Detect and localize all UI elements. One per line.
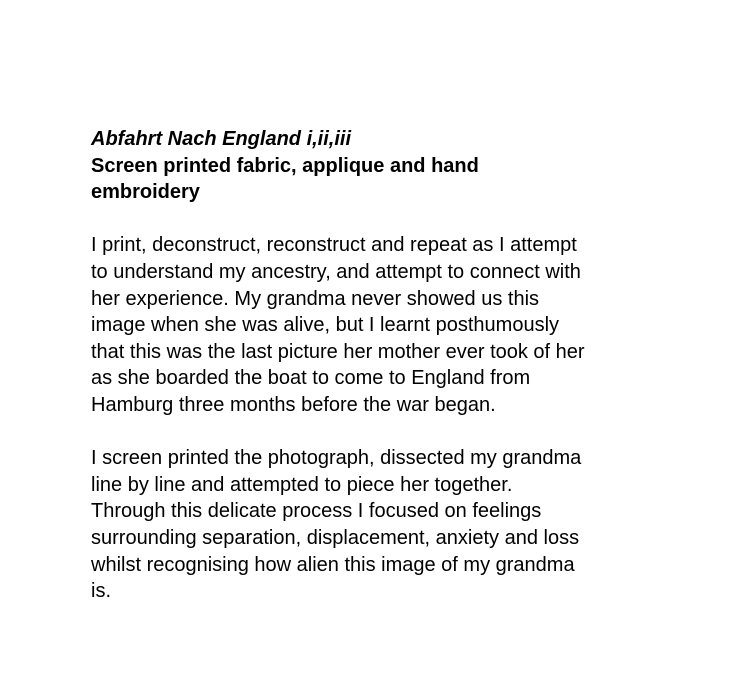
paragraph-2-line-1: I screen printed the photograph, dissected my grandma [91, 447, 582, 470]
paragraph-2-line-3: Through this delicate process I focused on feelings [91, 500, 542, 523]
paragraph-1-line-1: I print, deconstruct, reconstruct and repeat as I attempt [91, 234, 577, 257]
paragraph-2-line-2: line by line and attempted to piece her together. [91, 473, 513, 496]
paragraph-2-line-4: surrounding separation, displacement, anxiety and loss [91, 526, 580, 549]
paragraph-1-line-2: to understand my ancestry, and attempt to connect with [91, 260, 581, 283]
document-body [91, 126, 691, 605]
paragraph-1-line-5: that this was the last picture her mother ever took of her [91, 340, 585, 363]
artwork-medium-line-2: embroidery [91, 181, 200, 204]
paragraph-1-line-4: image when she was alive, but I learnt posthumously [91, 314, 560, 337]
paragraph-2-line-5: whilst recognising how alien this image of my grandma [91, 553, 575, 576]
artwork-medium-line-1: Screen printed fabric, applique and hand [91, 154, 479, 177]
paragraph-1-line-3: her experience. My grandma never showed us this [91, 287, 540, 310]
artwork-caption [91, 126, 691, 206]
paragraph-1 [91, 232, 691, 418]
paragraph-2 [91, 445, 691, 605]
paragraph-1-line-7: Hamburg three months before the war began. [91, 393, 496, 416]
paragraph-1-line-6: as she boarded the boat to come to England from [91, 367, 531, 390]
artwork-title: Abfahrt Nach England i,ii,iii [91, 128, 352, 150]
paragraph-2-line-6: is. [91, 580, 111, 603]
